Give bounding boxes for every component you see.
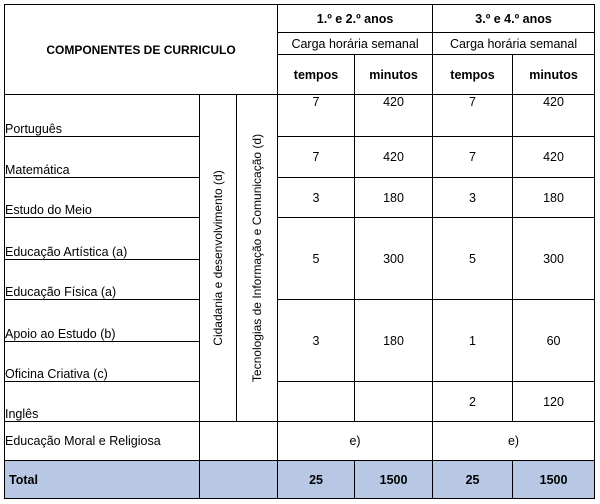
cell-apoio-t2: 1 [433,300,513,382]
group1-subheader: Carga horária semanal [278,33,433,55]
cell-artfis-t2: 5 [433,218,513,300]
cell-emr-g1: e) [278,422,433,461]
table-row [5,300,595,342]
subject-ed-artistica: Educação Artística (a) [5,218,200,260]
subject-matematica: Matemática [5,137,200,178]
group2-col-minutos: minutos [513,55,595,95]
subject-emr: Educação Moral e Religiosa [5,422,200,461]
cell-estudo-m1: 180 [355,178,433,218]
subject-portugues: Português [5,95,200,137]
group1-col-tempos: tempos [278,55,355,95]
cell-matematica-m1: 420 [355,137,433,178]
cell-portugues-m1: 420 [355,95,433,137]
total-m2: 1500 [513,461,595,499]
table-row [5,422,595,461]
cell-estudo-m2: 180 [513,178,595,218]
cell-apoio-m2: 60 [513,300,595,382]
cell-estudo-t2: 3 [433,178,513,218]
table-row [5,137,595,178]
total-m1: 1500 [355,461,433,499]
subject-apoio: Apoio ao Estudo (b) [5,300,200,342]
vertical-label-cidadania [200,95,237,422]
cell-estudo-t1: 3 [278,178,355,218]
cell-emr-g2: e) [433,422,595,461]
group2-header: 3.º e 4.º anos [433,5,595,33]
cell-ingles-t1 [278,382,355,422]
cell-artfis-t1: 5 [278,218,355,300]
curriculum-table-frame [4,4,594,498]
total-t2: 25 [433,461,513,499]
group2-subheader: Carga horária semanal [433,33,595,55]
cell-ingles-m1 [355,382,433,422]
cell-apoio-m1: 180 [355,300,433,382]
cell-portugues-t2: 7 [433,95,513,137]
cell-ingles-t2: 2 [433,382,513,422]
total-row [5,461,595,499]
cell-artfis-m1: 300 [355,218,433,300]
vertical-label-tic [237,95,278,422]
cell-matematica-t2: 7 [433,137,513,178]
subject-oficina: Oficina Criativa (c) [5,342,200,382]
group2-col-tempos: tempos [433,55,513,95]
subject-ingles: Inglês [5,382,200,422]
table-row [5,382,595,422]
cell-portugues-t1: 7 [278,95,355,137]
total-blank-cell [200,461,278,499]
table-row [5,95,595,137]
tic-text: Tecnologias de Informação e Comunicação (d) [250,133,265,383]
total-t1: 25 [278,461,355,499]
subject-estudo-meio: Estudo do Meio [5,178,200,218]
table-title: COMPONENTES DE CURRICULO [5,5,278,95]
cell-artfis-m2: 300 [513,218,595,300]
cell-ingles-m2: 120 [513,382,595,422]
cell-apoio-t1: 3 [278,300,355,382]
total-label: Total [5,461,200,499]
table-row [5,178,595,218]
cidadania-text: Cidadania e desenvolvimento (d) [211,170,225,346]
table-row [5,218,595,260]
subject-ed-fisica: Educação Física (a) [5,260,200,300]
group1-header: 1.º e 2.º anos [278,5,433,33]
emr-blank-cell [200,422,278,461]
cell-matematica-t1: 7 [278,137,355,178]
cell-matematica-m2: 420 [513,137,595,178]
group1-col-minutos: minutos [355,55,433,95]
cell-portugues-m2: 420 [513,95,595,137]
curriculum-table [4,4,595,499]
